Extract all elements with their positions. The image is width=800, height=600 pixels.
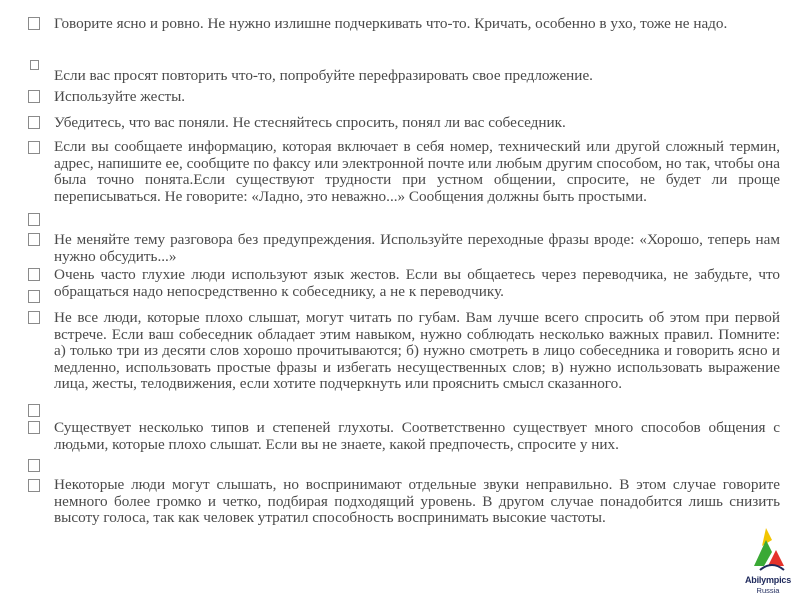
paragraph-sign-language: Очень часто глухие люди используют язык жестов. Если вы общаетесь через переводчика, не забудьте, что обращаться надо непосредственно к собеседнику, а не к переводчику. bbox=[54, 266, 780, 300]
paragraph-write-info: Если вы сообщаете информацию, которая включает в себя номер, технический или другой сложный термин, адрес, напишите ее, сообщите по факсу или электронной почте или любым другим способом, но так, чтобы она была точно понята.Если существуют трудности при устном общении, спросите, не будет ли проще переписываться. Не говорите: «Ладно, это неважно...» Сообщения должны быть простыми. bbox=[54, 138, 780, 205]
paragraph-deafness-types: Существует несколько типов и степеней глухоты. Соответственно существует много способов общения с людьми, которые плохо слышат. Если вы не знаете, какой предпочесть, спросите у них. bbox=[54, 419, 780, 453]
paragraph-check-understanding: Убедитесь, что вас поняли. Не стесняйтесь спросить, понял ли вас собеседник. bbox=[54, 114, 566, 131]
bullet-icon bbox=[28, 90, 40, 103]
bullet-icon bbox=[28, 116, 40, 129]
bullet-icon bbox=[28, 17, 40, 30]
bullet-icon bbox=[28, 233, 40, 246]
logo-name: Abilympics bbox=[744, 575, 791, 585]
paragraph-rephrase: Если вас просят повторить что-то, попробуйте перефразировать свое предложение. bbox=[54, 67, 593, 84]
bullet-icon bbox=[28, 459, 40, 472]
logo-country: Russia bbox=[756, 586, 780, 595]
bullet-icon bbox=[30, 60, 39, 70]
bullet-icon bbox=[28, 290, 40, 303]
paragraph-sound-perception: Некоторые люди могут слышать, но воспринимают отдельные звуки неправильно. В этом случае говорите немного более громко и четко, подбирая подходящий уровень. В другом случае понадобится лишь снизить высоту голоса, так как человек утратил способность воспринимать высокие частоты. bbox=[54, 476, 780, 527]
paragraph-gestures: Используйте жесты. bbox=[54, 88, 186, 105]
bullet-icon bbox=[28, 268, 40, 281]
abilympics-logo bbox=[738, 526, 798, 596]
bullet-icon bbox=[28, 479, 40, 492]
bullet-icon bbox=[28, 421, 40, 434]
bullet-icon bbox=[28, 404, 40, 417]
bullet-icon bbox=[28, 141, 40, 154]
paragraph-lip-reading: Не все люди, которые плохо слышат, могут читать по губам. Вам лучше всего спросить об этом при первой встрече. Если ваш собеседник обладает этим навыком, нужно соблюдать несколько важных правил. Помните: а) только три из десяти слов хорошо прочитываются; б) нужно смотреть в лицо собеседника и говорить ясно и медленно, использовать простые фразы и избегать несущественных слов; в) нужно использовать выражение лица, жесты, телодвижения, если хотите подчеркнуть или прояснить смысл сказанного. bbox=[54, 309, 780, 393]
bullet-icon bbox=[28, 213, 40, 226]
abilympics-emblem-icon bbox=[750, 526, 786, 572]
paragraph-speak-clearly: Говорите ясно и ровно. Не нужно излишне подчеркивать что-то. Кричать, особенно в ухо, тоже не надо. bbox=[54, 15, 728, 32]
paragraph-topic-change: Не меняйте тему разговора без предупреждения. Используйте переходные фразы вроде: «Хорошо, теперь нам нужно обсудить...» bbox=[54, 231, 780, 265]
bullet-icon bbox=[28, 311, 40, 324]
